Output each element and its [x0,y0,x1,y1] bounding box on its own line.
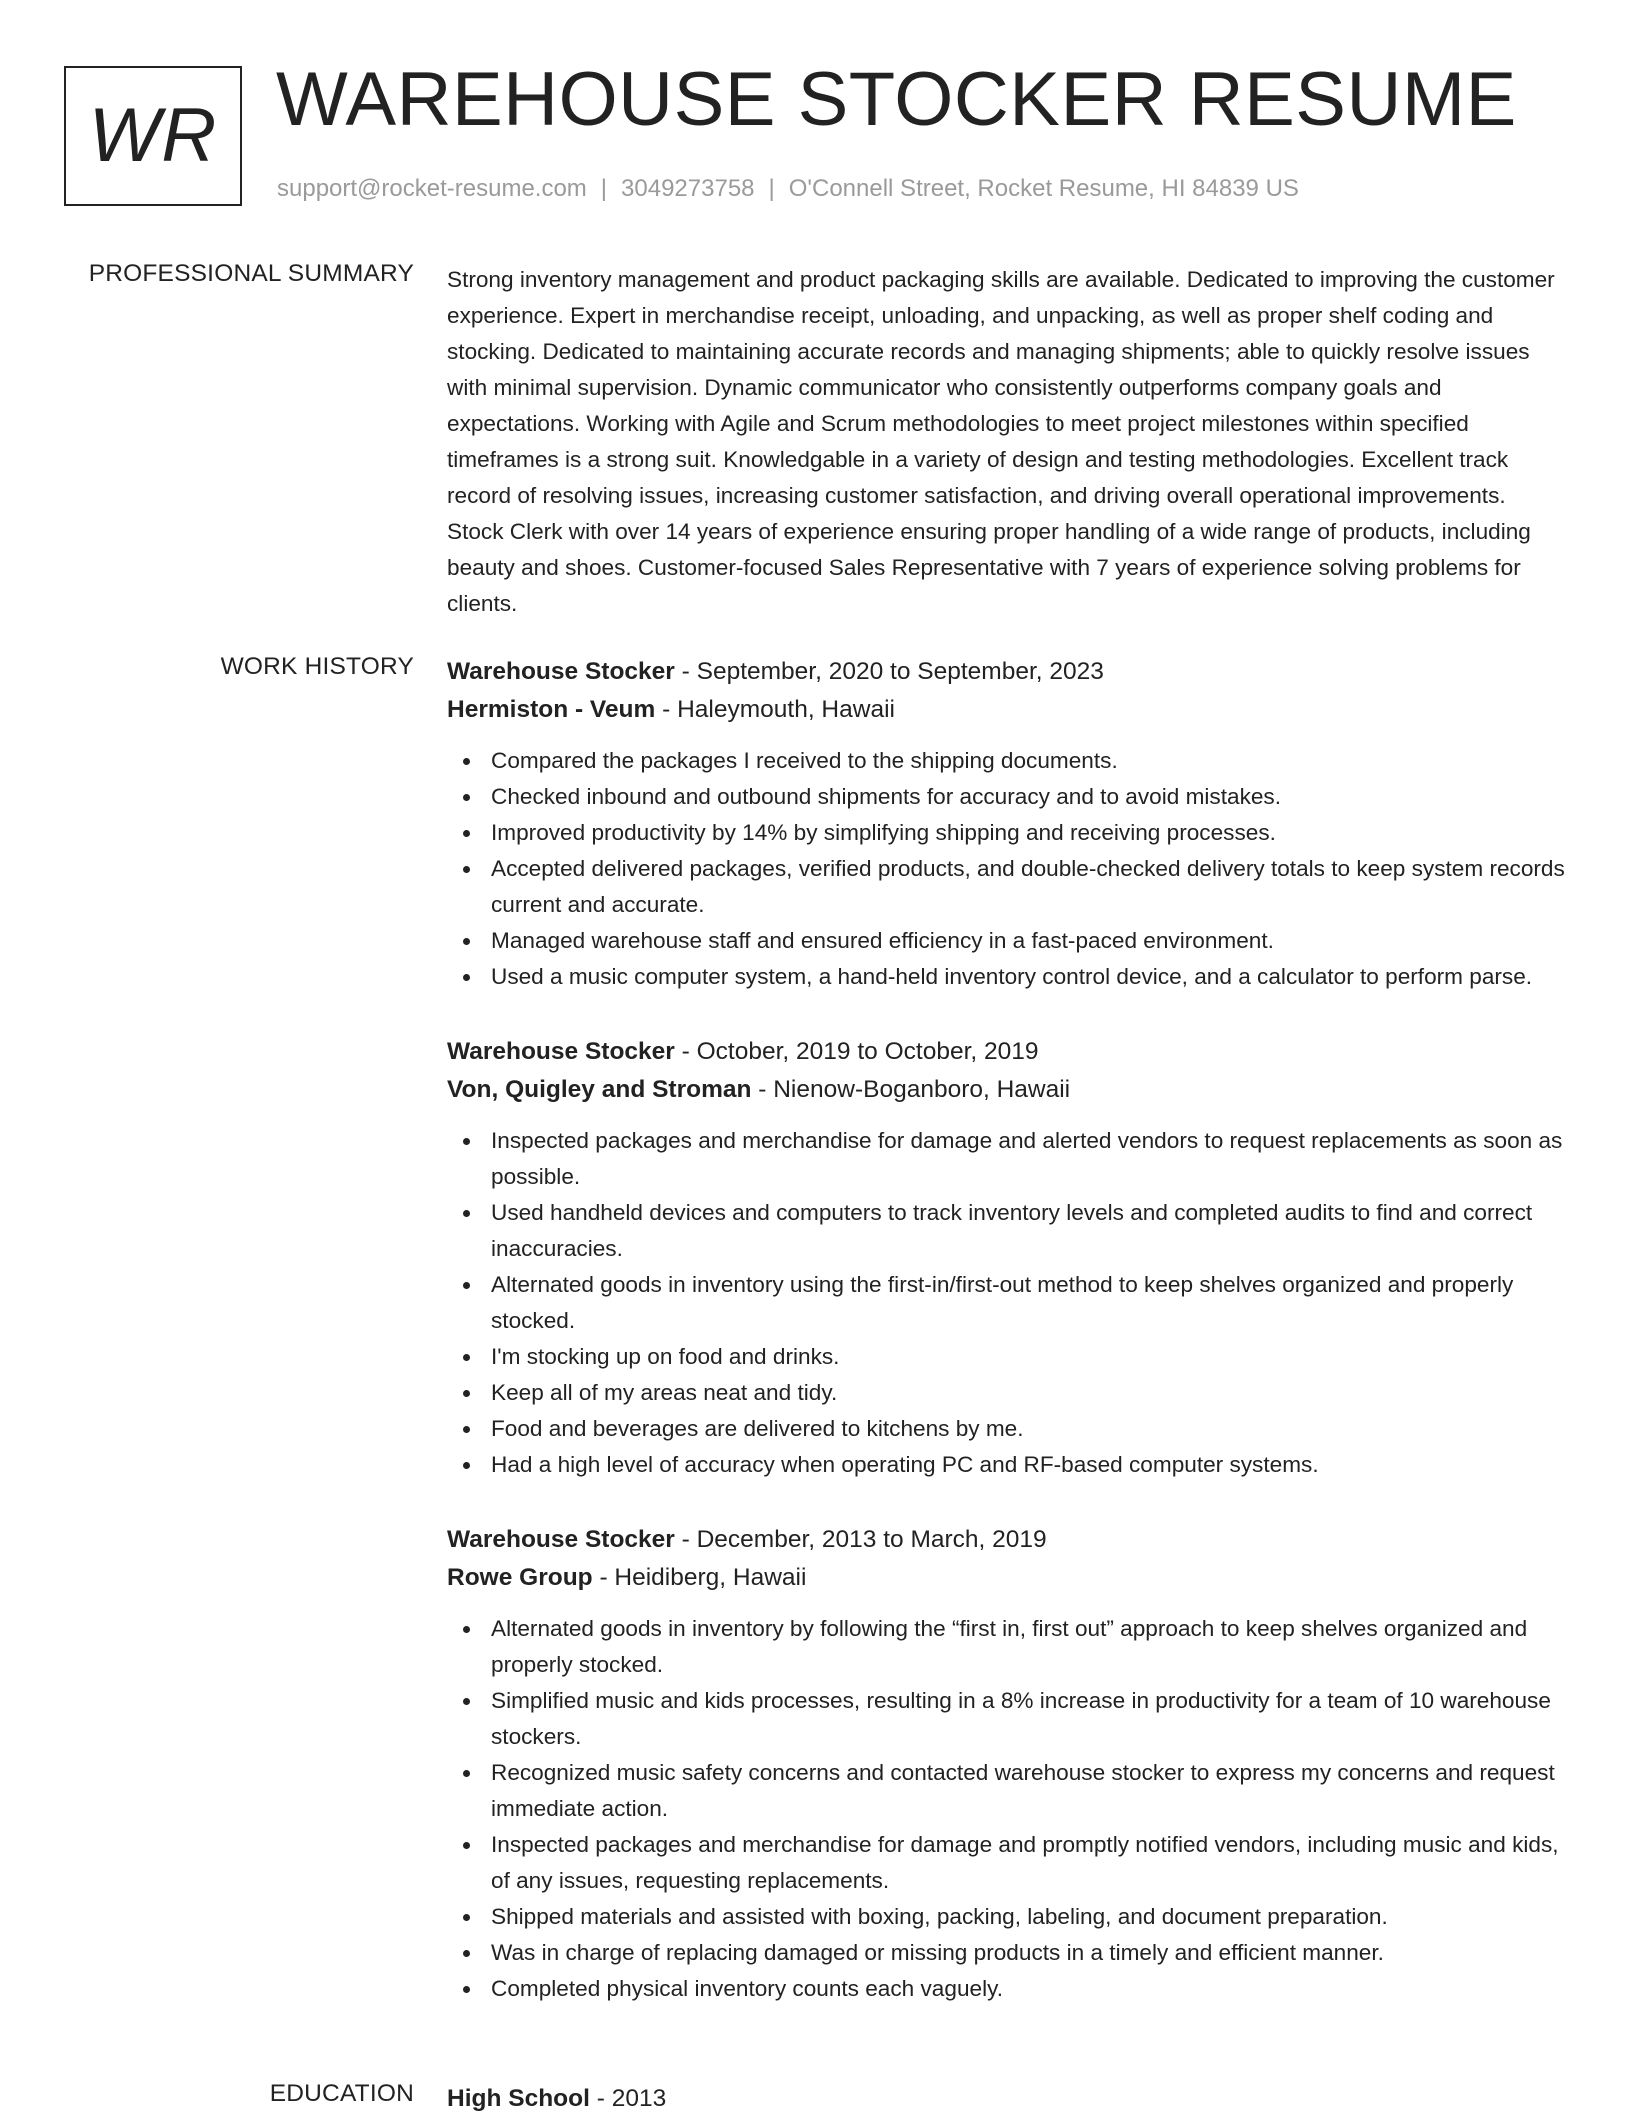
job-bullet: Keep all of my areas neat and tidy. [447,1375,1567,1411]
job-company: Hermiston - Veum [447,696,656,723]
summary-heading: PROFESSIONAL SUMMARY [88,260,414,287]
work-history-body [447,653,1567,2045]
job-title: Warehouse Stocker [447,1038,675,1065]
job-title: Warehouse Stocker [447,658,675,685]
job-entry [447,1033,1567,1483]
job-dates: - October, 2019 to October, 2019 [674,1038,1039,1065]
job-dates: - September, 2020 to September, 2023 [674,658,1104,685]
monogram-box [64,66,242,206]
job-company-line [447,1559,1567,1597]
job-location: - Haleymouth, Hawaii [655,696,895,723]
work-history-heading: WORK HISTORY [220,653,414,680]
job-bullet: I'm stocking up on food and drinks. [447,1339,1567,1375]
job-entry [447,653,1567,995]
job-bullet-list [447,1123,1567,1483]
education-year: - 2013 [589,2085,667,2112]
job-bullet: Alternated goods in inventory by following the “first in, first out” approach to keep shelves organized and properly stocked. [447,1611,1567,1683]
education-body [447,2080,1567,2118]
contact-separator: | [600,175,608,202]
job-title-line [447,653,1567,691]
job-bullet: Food and beverages are delivered to kitchens by me. [447,1411,1567,1447]
job-title-line [447,1521,1567,1559]
job-dates: - December, 2013 to March, 2019 [674,1526,1047,1553]
job-bullet: Simplified music and kids processes, resulting in a 8% increase in productivity for a team of 10 warehouse stockers. [447,1683,1567,1755]
contact-line [277,175,1299,203]
job-bullet-list [447,743,1567,995]
education-heading: EDUCATION [269,2080,414,2107]
contact-email[interactable]: support@rocket-resume.com [277,175,587,202]
job-bullet: Accepted delivered packages, verified products, and double-checked delivery totals to keep system records current and accurate. [447,851,1567,923]
job-bullet: Used handheld devices and computers to track inventory levels and completed audits to find and correct inaccuracies. [447,1195,1567,1267]
contact-separator: | [768,175,775,202]
job-company-line [447,691,1567,729]
job-bullet-list [447,1611,1567,2007]
job-bullet: Recognized music safety concerns and contacted warehouse stocker to express my concerns and request immediate action. [447,1755,1567,1827]
job-title-line [447,1033,1567,1071]
job-bullet: Checked inbound and outbound shipments for accuracy and to avoid mistakes. [447,779,1567,815]
job-bullet: Alternated goods in inventory using the first-in/first-out method to keep shelves organized and properly stocked. [447,1267,1567,1339]
education-degree: High School [447,2085,590,2112]
job-bullet: Shipped materials and assisted with boxing, packing, labeling, and document preparation. [447,1899,1567,1935]
resume-title: WAREHOUSE STOCKER RESUME [276,57,1517,142]
job-title: Warehouse Stocker [447,1526,675,1553]
job-bullet: Completed physical inventory counts each vaguely. [447,1971,1567,2007]
job-location: - Heidiberg, Hawaii [592,1564,807,1591]
job-company: Von, Quigley and Stroman [447,1076,752,1103]
job-bullet: Improved productivity by 14% by simplifying shipping and receiving processes. [447,815,1567,851]
job-bullet: Had a high level of accuracy when operating PC and RF-based computer systems. [447,1447,1567,1483]
job-bullet: Used a music computer system, a hand-held inventory control device, and a calculator to perform parse. [447,959,1567,995]
job-bullet: Managed warehouse staff and ensured efficiency in a fast-paced environment. [447,923,1567,959]
job-company: Rowe Group [447,1564,593,1591]
summary-body [447,260,1567,622]
job-location: - Nienow-Boganboro, Hawaii [751,1076,1071,1103]
job-entry [447,1521,1567,2007]
contact-address: O'Connell Street, Rocket Resume, HI 84839 US [788,175,1299,202]
job-bullet: Was in charge of replacing damaged or missing products in a timely and efficient manner. [447,1935,1567,1971]
monogram-initials: WR [88,93,218,178]
summary-text: Strong inventory management and product packaging skills are available. Dedicated to improving the customer experience. Expert in merchandise receipt, unloading, and unpacking, as well as proper shelf coding and stocking. Dedicated to maintaining accurate records and managing shipments; able to quickly resolve issues with minimal supervision. Dynamic communicator who consistently outperforms company goals and expectations. Working with Agile and Scrum methodologies to meet project milestones within specified timeframes is a strong suit. Knowledgable in a variety of design and testing methodologies. Excellent track record of resolving issues, increasing customer satisfaction, and driving overall operational improvements. Stock Clerk with over 14 years of experience ensuring proper handling of a wide range of products, including beauty and shoes. Customer-focused Sales Representative with 7 years of experience solving problems for clients. [447,267,1555,616]
education-line [447,2080,1567,2118]
job-bullet: Inspected packages and merchandise for damage and alerted vendors to request replacements as soon as possible. [447,1123,1567,1195]
job-bullet: Compared the packages I received to the shipping documents. [447,743,1567,779]
job-company-line [447,1071,1567,1109]
job-bullet: Inspected packages and merchandise for damage and promptly notified vendors, including music and kids, of any issues, requesting replacements. [447,1827,1567,1899]
contact-phone[interactable]: 3049273758 [621,175,755,202]
